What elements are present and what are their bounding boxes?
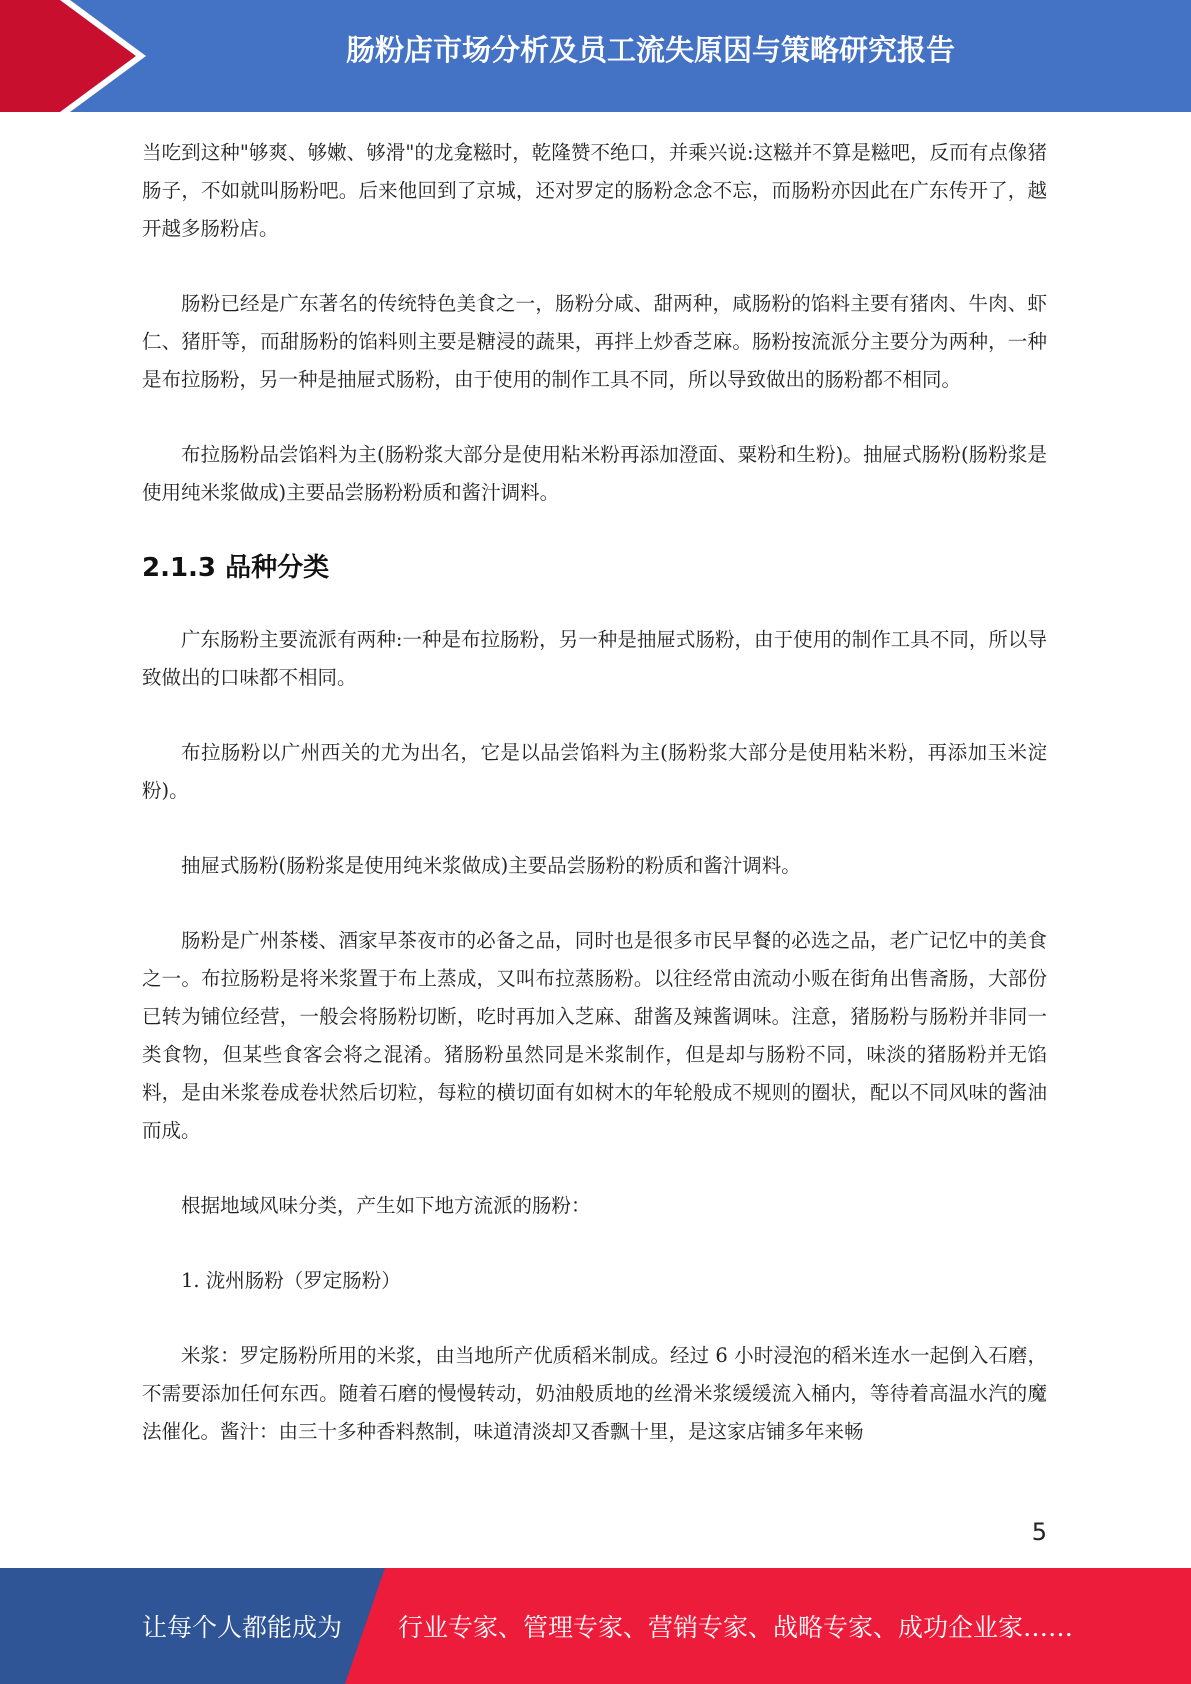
paragraph-6: 抽屉式肠粉(肠粉浆是使用纯米浆做成)主要品尝肠粉的粉质和酱汁调料。 <box>181 854 801 877</box>
list-item-1: 1. 泷州肠粉（罗定肠粉） <box>181 1269 401 1292</box>
paragraph-5: 布拉肠粉以广州西关的尤为出名，它是以品尝馅料为主(肠粉浆大部分是使用粘米粉，再添加玉米淀粉)。 <box>142 741 1047 802</box>
paragraph-3: 布拉肠粉品尝馅料为主(肠粉浆大部分是使用粘米粉再添加澄面、粟粉和生粉)。抽屉式肠粉(肠粉浆是使用纯米浆做成)主要品尝肠粉粉质和酱汁调料。 <box>142 443 1047 504</box>
paragraph-4: 广东肠粉主要流派有两种:一种是布拉肠粉，另一种是抽屉式肠粉，由于使用的制作工具不同，所以导致做出的口味都不相同。 <box>142 628 1047 689</box>
paragraph-1: 当吃到这种"够爽、够嫩、够滑"的龙龛糍时，乾隆赞不绝口，并乘兴说:这糍并不算是糍吧，反而有点像猪肠子，不如就叫肠粉吧。后来他回到了京城，还对罗定的肠粉念念不忘，而肠粉亦因此在广东传开了，越开越多肠粉店。 <box>142 141 1047 240</box>
page-footer <box>0 1568 1191 1684</box>
chevron-arrow-icon <box>0 0 160 112</box>
paragraph-2: 肠粉已经是广东著名的传统特色美食之一，肠粉分咸、甜两种，咸肠粉的馅料主要有猪肉、牛肉、虾仁、猪肝等，而甜肠粉的馅料则主要是糖浸的蔬果，再拌上炒香芝麻。肠粉按流派分主要分为两种，一种是布拉肠粉，另一种是抽屉式肠粉，由于使用的制作工具不同，所以导致做出的肠粉都不相同。 <box>142 292 1047 391</box>
document-body <box>142 134 1047 1488</box>
page-number: 5 <box>1031 1518 1047 1546</box>
paragraph-9: 米浆：罗定肠粉所用的米浆，由当地所产优质稻米制成。经过 6 小时浸泡的稻米连水一起倒入石磨，不需要添加任何东西。随着石磨的慢慢转动，奶油般质地的丝滑米浆缓缓流入桶内，等待着高温水汽的魔法催化。酱汁：由三十多种香料熬制，味道清淡却又香飘十里，是这家店铺多年来畅 <box>142 1344 1047 1443</box>
paragraph-7: 肠粉是广州茶楼、酒家早茶夜市的必备之品，同时也是很多市民早餐的必选之品，老广记忆中的美食之一。布拉肠粉是将米浆置于布上蒸成，又叫布拉蒸肠粉。以往经常由流动小贩在街角出售斋肠，大部份已转为铺位经营，一般会将肠粉切断，吃时再加入芝麻、甜酱及辣酱调味。注意，猪肠粉与肠粉并非同一类食物，但某些食客会将之混淆。猪肠粉虽然同是米浆制作，但是却与肠粉不同，味淡的猪肠粉并无馅料，是由米浆卷成卷状然后切粒，每粒的横切面有如树木的年轮般成不规则的圈状，配以不同风味的酱油而成。 <box>142 929 1047 1142</box>
section-heading: 2.1.3 品种分类 <box>142 553 330 583</box>
footer-slogan-right: 行业专家、管理专家、营销专家、战略专家、成功企业家…… <box>398 1613 1074 1642</box>
report-title: 肠粉店市场分析及员工流失原因与策略研究报告 <box>345 33 955 67</box>
page-header <box>0 0 1191 112</box>
footer-slogan-left: 让每个人都能成为 <box>142 1613 343 1642</box>
paragraph-8: 根据地域风味分类，产生如下地方流派的肠粉： <box>181 1194 591 1217</box>
